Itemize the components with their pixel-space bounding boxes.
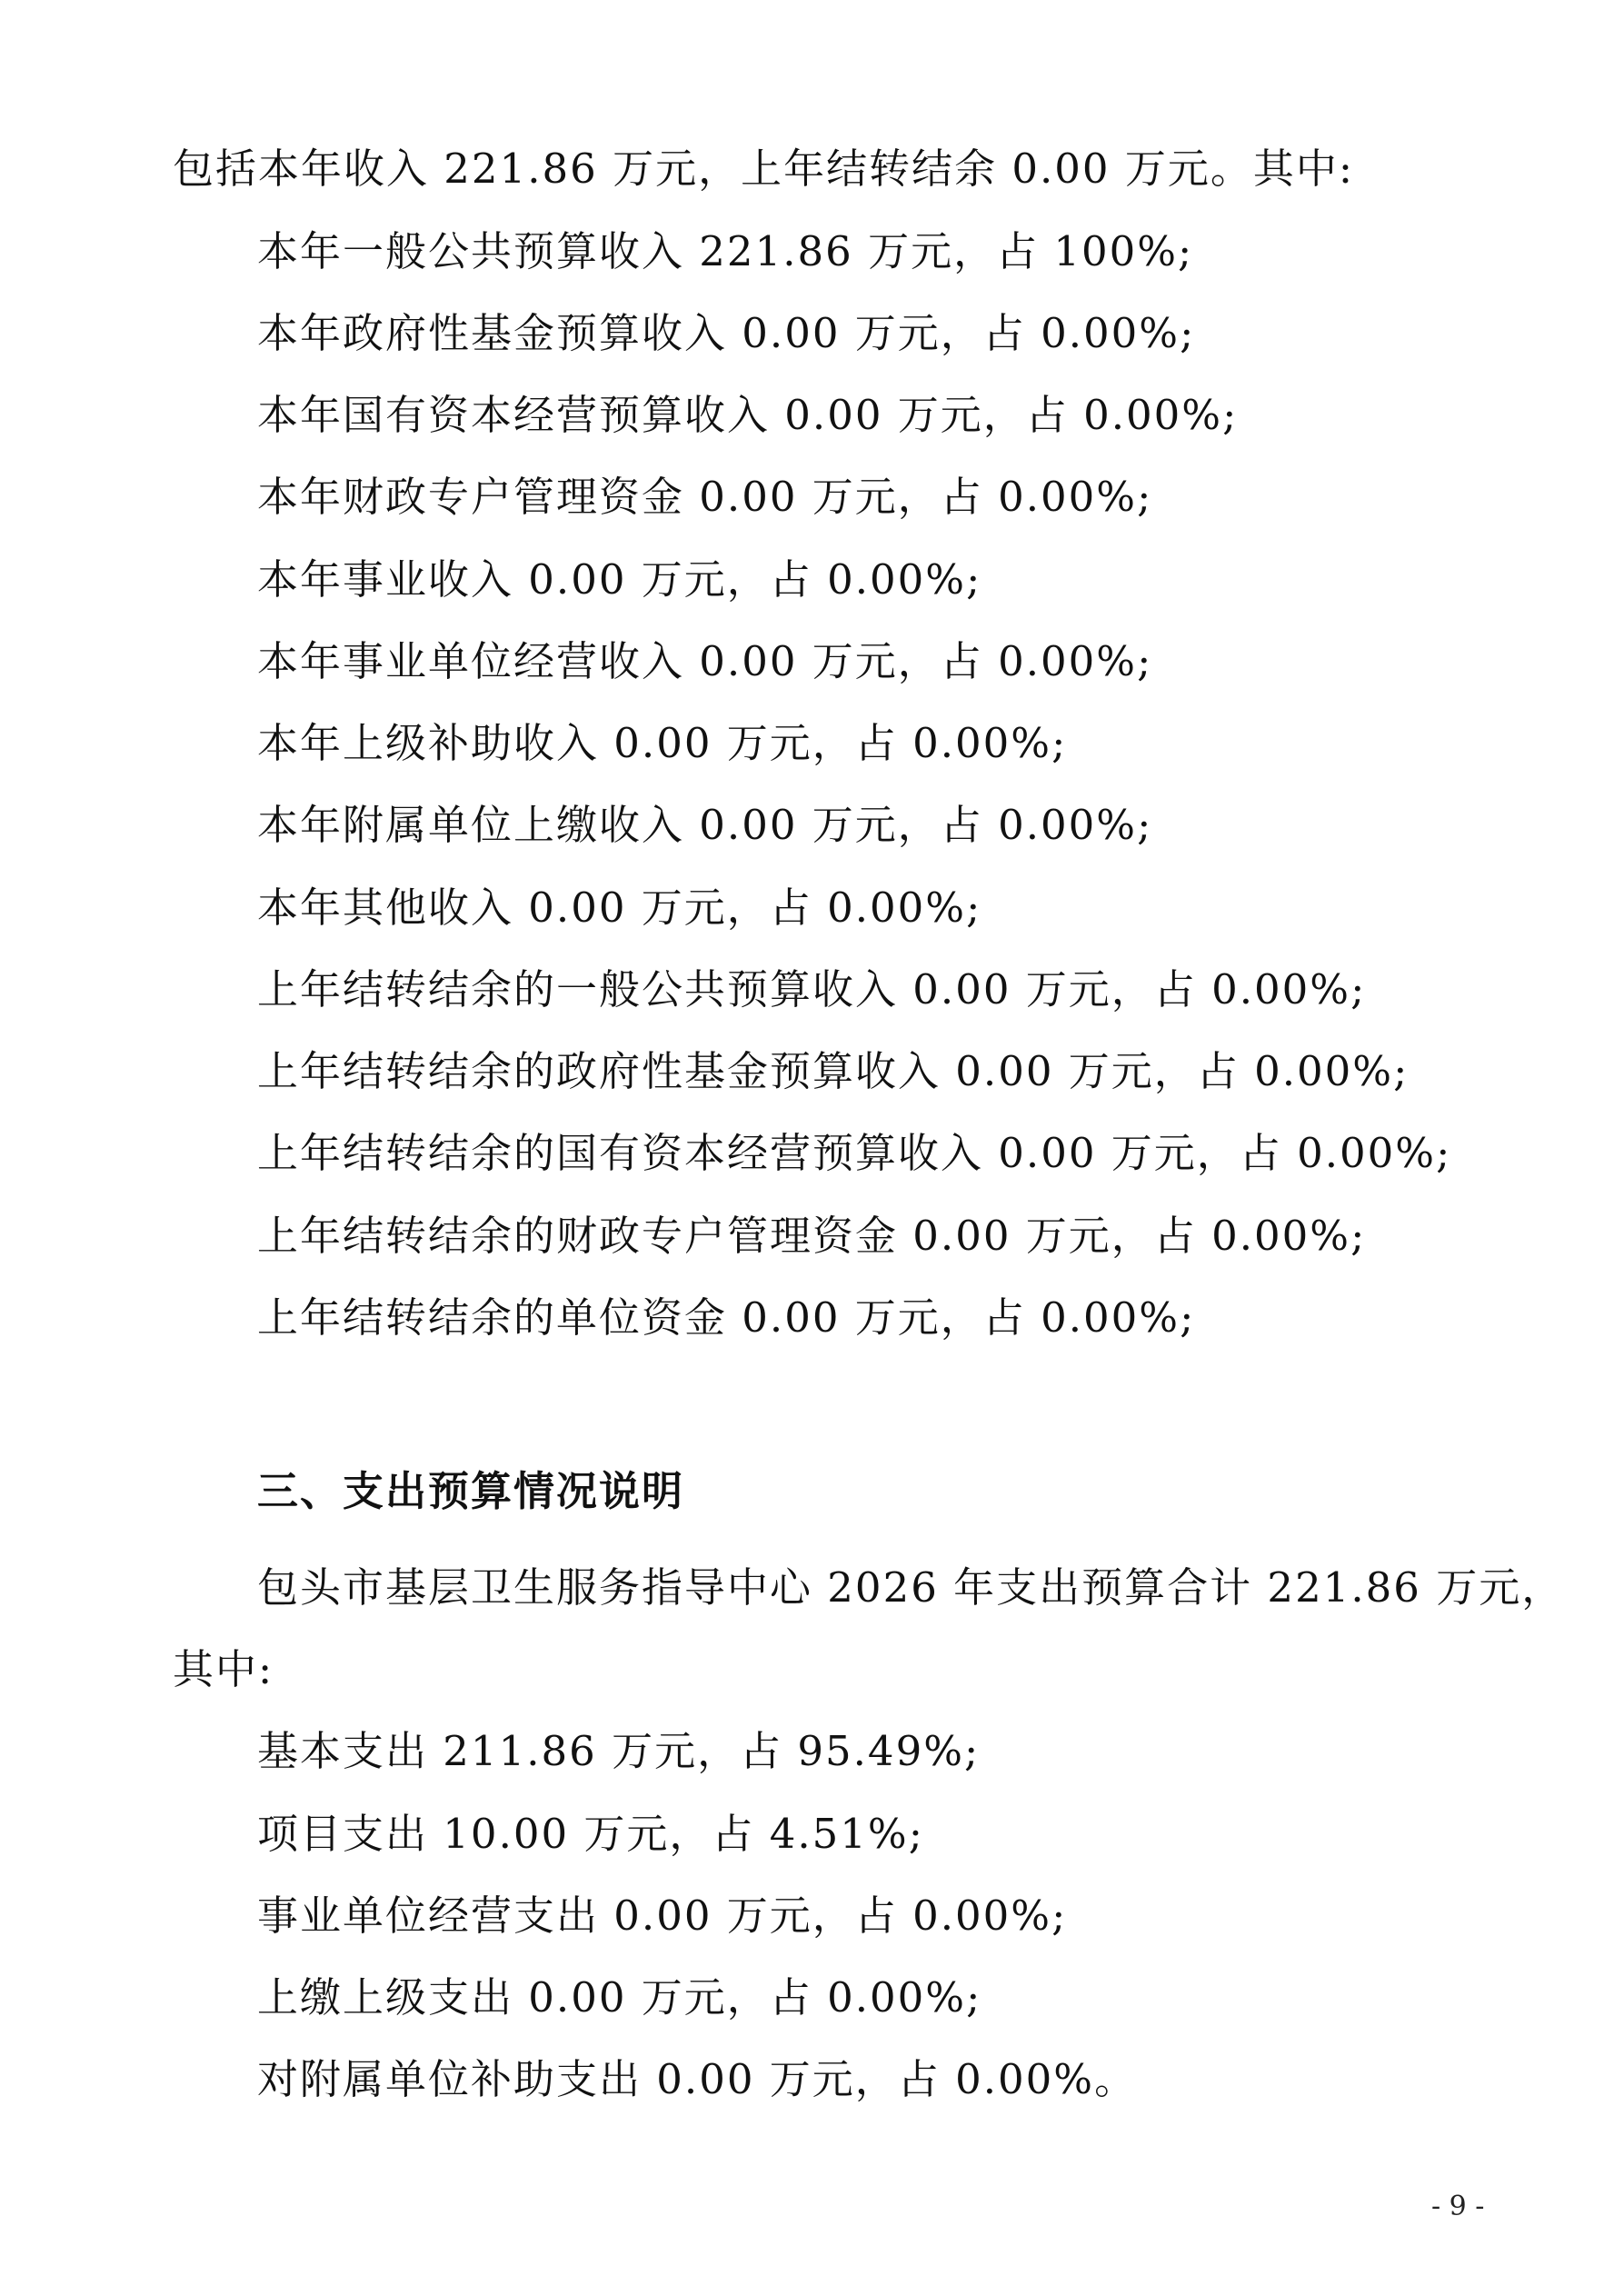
carryover-item: 上年结转结余的政府性基金预算收入 0.00 万元，占 0.00%; bbox=[257, 1047, 1410, 1095]
income-item: 本年附属单位上缴收入 0.00 万元，占 0.00%; bbox=[257, 801, 1153, 849]
carryover-item: 上年结转结余的单位资金 0.00 万元，占 0.00%; bbox=[257, 1293, 1196, 1342]
income-item: 本年事业收入 0.00 万元，占 0.00%; bbox=[257, 555, 982, 604]
carryover-item: 上年结转结余的一般公共预算收入 0.00 万元，占 0.00%; bbox=[257, 965, 1367, 1013]
page-number: - 9 - bbox=[1431, 2191, 1485, 2222]
expense-item: 基本支出 211.86 万元，占 95.49%; bbox=[257, 1727, 981, 1775]
income-item: 本年财政专户管理资金 0.00 万元，占 0.00%; bbox=[257, 473, 1153, 521]
income-item: 本年其他收入 0.00 万元，占 0.00%; bbox=[257, 883, 982, 932]
income-item: 本年政府性基金预算收入 0.00 万元，占 0.00%; bbox=[257, 309, 1196, 357]
section-heading: 三、支出预算情况说明 bbox=[257, 1467, 685, 1515]
income-item: 本年上级补助收入 0.00 万元，占 0.00%; bbox=[257, 719, 1068, 767]
expense-intro-continuation: 其中: bbox=[173, 1645, 274, 1693]
expense-item: 对附属单位补助支出 0.00 万元，占 0.00%。 bbox=[257, 2055, 1138, 2103]
expense-item: 上缴上级支出 0.00 万元，占 0.00%; bbox=[257, 1973, 982, 2021]
income-item: 本年国有资本经营预算收入 0.00 万元，占 0.00%; bbox=[257, 391, 1239, 439]
expense-item: 事业单位经营支出 0.00 万元，占 0.00%; bbox=[257, 1892, 1068, 1940]
carryover-item: 上年结转结余的国有资本经营预算收入 0.00 万元，占 0.00%; bbox=[257, 1129, 1452, 1177]
income-item: 本年事业单位经营收入 0.00 万元，占 0.00%; bbox=[257, 637, 1153, 685]
income-summary-line: 包括本年收入 221.86 万元，上年结转结余 0.00 万元。其中: bbox=[173, 145, 1355, 193]
income-item: 本年一般公共预算收入 221.86 万元，占 100%; bbox=[257, 227, 1194, 275]
expense-intro: 包头市基层卫生服务指导中心 2026 年支出预算合计 221.86 万元， bbox=[257, 1563, 1565, 1612]
carryover-item: 上年结转结余的财政专户管理资金 0.00 万元，占 0.00%; bbox=[257, 1212, 1367, 1260]
expense-item: 项目支出 10.00 万元，占 4.51%; bbox=[257, 1810, 924, 1858]
